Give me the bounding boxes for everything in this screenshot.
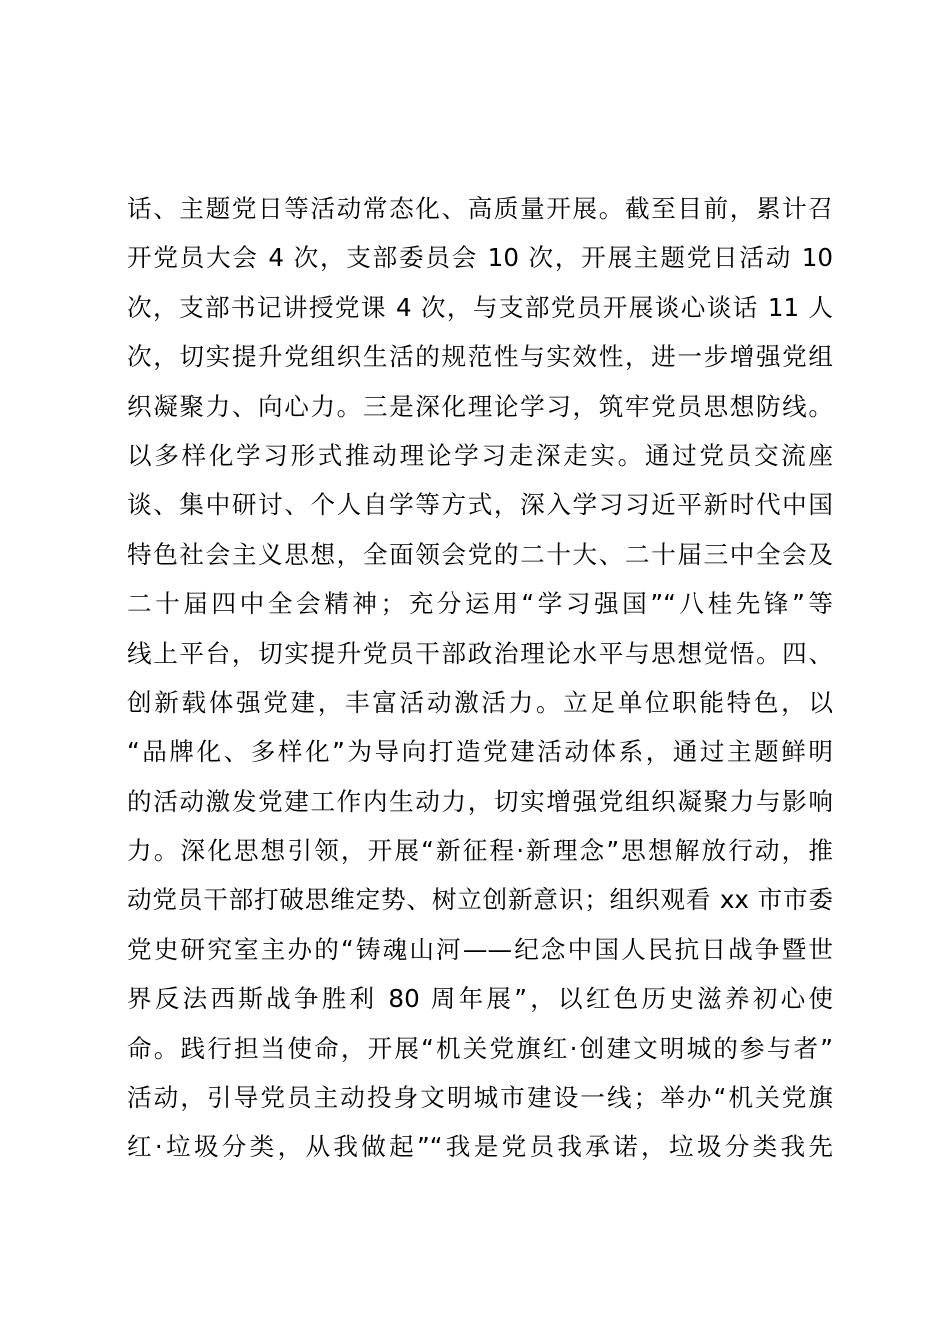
text-line: 党史研究室主办的“铸魂山河——纪念中国人民抗日战争暨世	[127, 934, 833, 964]
text-line: 次，切实提升党组织生活的规范性与实效性，进一步增强党组	[127, 342, 833, 372]
text-line: “品牌化、多样化”为导向打造党建活动体系，通过主题鲜明	[127, 737, 833, 767]
text-line: 的活动激发党建工作内生动力，切实增强党组织凝聚力与影响	[127, 786, 833, 816]
text-line: 以多样化学习形式推动理论学习走深走实。通过党员交流座	[127, 440, 833, 470]
text-line: 力。深化思想引领，开展“新征程·新理念”思想解放行动，推	[127, 836, 833, 866]
text-line: 谈、集中研讨、个人自学等方式，深入学习习近平新时代中国	[127, 490, 833, 520]
text-line: 界反法西斯战争胜利 80 周年展”，以红色历史滋养初心使	[127, 984, 833, 1014]
text-line: 命。践行担当使命，开展“机关党旗红·创建文明城的参与者”	[127, 1033, 833, 1063]
text-line: 特色社会主义思想，全面领会党的二十大、二十届三中全会及	[127, 539, 833, 569]
text-line: 动党员干部打破思维定势、树立创新意识；组织观看 xx 市市委	[127, 885, 833, 915]
text-line: 次，支部书记讲授党课 4 次，与支部党员开展谈心谈话 11 人	[127, 292, 833, 322]
text-line: 二十届四中全会精神；充分运用“学习强国”“八桂先锋”等	[127, 589, 833, 619]
body-paragraph	[127, 184, 833, 1172]
text-line: 线上平台，切实提升党员干部政治理论水平与思想觉悟。四、	[127, 638, 833, 668]
text-line: 创新载体强党建，丰富活动激活力。立足单位职能特色，以	[127, 687, 833, 717]
text-line: 织凝聚力、向心力。三是深化理论学习，筑牢党员思想防线。	[127, 391, 833, 421]
text-line: 红·垃圾分类，从我做起”“我是党员我承诺，垃圾分类我先	[127, 1132, 833, 1162]
text-line: 话、主题党日等活动常态化、高质量开展。截至目前，累计召	[127, 194, 833, 223]
text-line: 活动，引导党员主动投身文明城市建设一线；举办“机关党旗	[127, 1083, 833, 1113]
text-line: 开党员大会 4 次，支部委员会 10 次，开展主题党日活动 10	[127, 243, 833, 273]
